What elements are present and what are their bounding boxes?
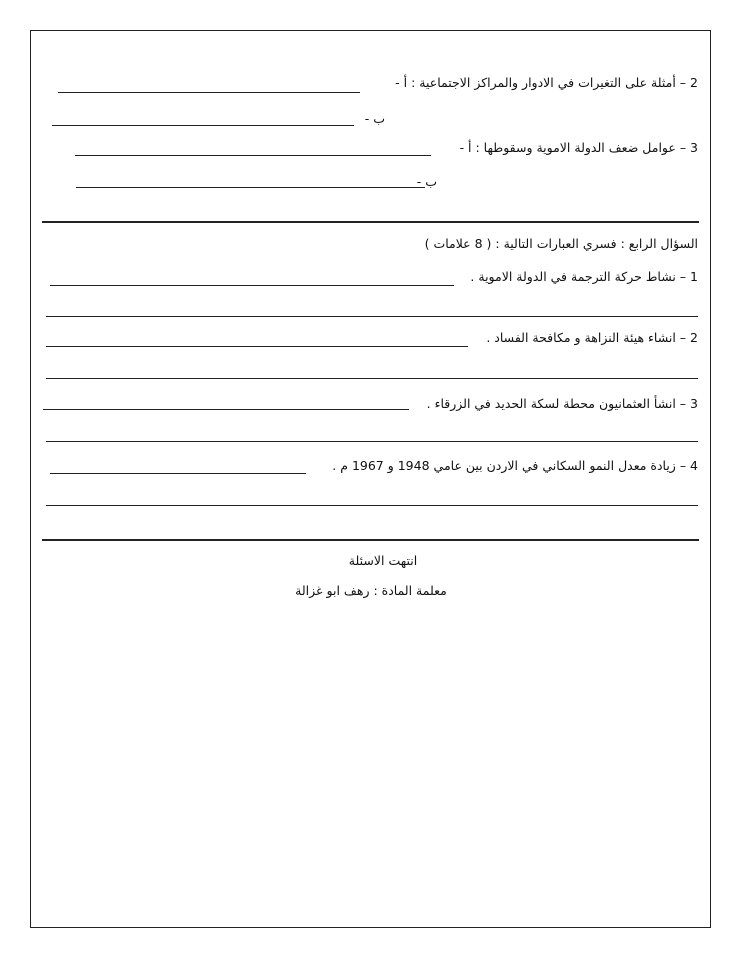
- q4-item-3: 3 – انشأ العثمانيون محطة لسكة الحديد في الزرقاء .: [426, 396, 698, 411]
- q4-item-1-answer-line-2[interactable]: [46, 316, 698, 317]
- q4-item-2-answer-line-2[interactable]: [46, 378, 698, 379]
- q3-answer-line-b[interactable]: [76, 187, 425, 188]
- q4-item-4: 4 – زيادة معدل النمو السكاني في الاردن بين عامي 1948 و 1967 م .: [332, 458, 698, 473]
- page-border: [30, 30, 711, 928]
- q2-answer-line-a[interactable]: [58, 92, 360, 93]
- q4-item-3-answer-line[interactable]: [43, 409, 409, 410]
- question-four-heading: السؤال الرابع : فسري العبارات التالية : ( 8 علامات ): [424, 236, 698, 251]
- q4-item-4-answer-line-2[interactable]: [46, 505, 698, 506]
- q2-answer-line-b[interactable]: [52, 125, 354, 126]
- teacher-name: معلمة المادة : رهف ابو غزالة: [295, 583, 447, 598]
- q2-line-a-text: 2 – أمثلة على التغيرات في الادوار والمراكز الاجتماعية : أ -: [395, 75, 698, 90]
- q4-item-4-answer-line[interactable]: [50, 473, 306, 474]
- q3-line-b-text: ب -: [416, 174, 437, 189]
- footer-divider: [42, 539, 699, 541]
- q3-line-a-text: 3 – عوامل ضعف الدولة الاموية وسقوطها : أ -: [459, 140, 698, 155]
- q4-item-1: 1 – نشاط حركة الترجمة في الدولة الاموية .: [470, 269, 698, 284]
- q4-item-2-answer-line[interactable]: [46, 346, 468, 347]
- section-divider: [42, 221, 699, 223]
- q4-item-2: 2 – انشاء هيئة النزاهة و مكافحة الفساد .: [486, 330, 698, 345]
- q3-answer-line-a[interactable]: [75, 155, 431, 156]
- q2-line-b-text: ب -: [364, 111, 385, 126]
- end-of-questions-text: انتهت الاسئلة: [348, 553, 418, 568]
- q4-item-3-answer-line-2[interactable]: [46, 441, 698, 442]
- q4-item-1-answer-line[interactable]: [50, 285, 454, 286]
